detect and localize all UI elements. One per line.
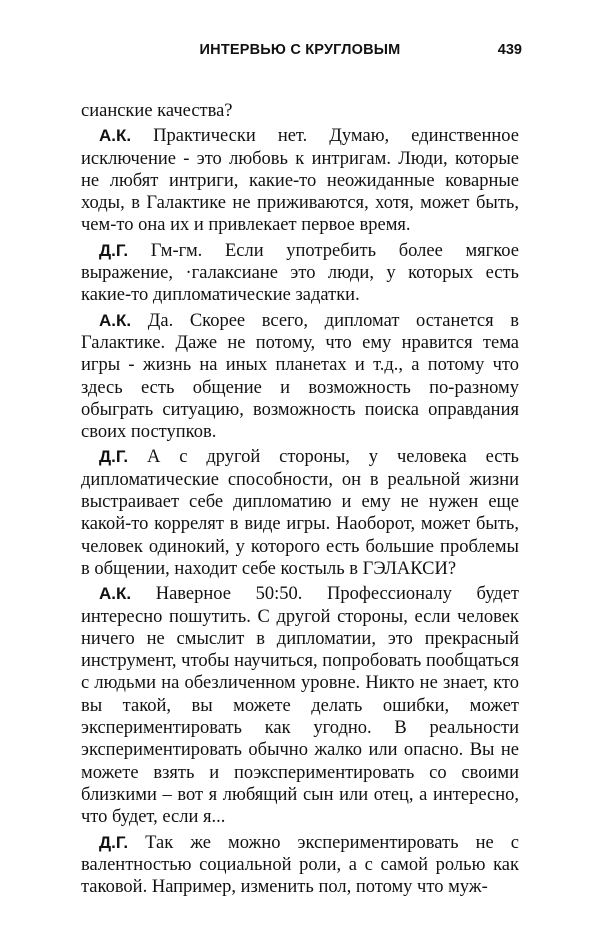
paragraph: [81, 240, 519, 307]
speaker-label: Д.Г.: [99, 832, 129, 852]
paragraph-text: Наверное 50:50. Профессионалу будет интересно пошутить. С другой стороны, если человек ничего не смыслит в дипломатии, это прекрасный инструмент, чтобы научиться, попробовать пообщаться с людьми на обезличенном уровне. Никто не знает, кто вы такой, вы можете делать ошибки, может экспериментировать как угодно. В реальности экспериментировать обычно жалко или опасно. Вы не можете взять и поэкспериментировать со своими близкими – вот я любящий сын или отец, а интересно, что будет, если я...: [81, 584, 519, 828]
paragraph: [81, 125, 519, 236]
paragraph-text: А с другой стороны, у человека есть дипломатические способности, он в реальной жизни выстраивает себе дипломатию и ему не нужен еще какой-то коррелят в виде игры. Наоборот, может быть, человек одинокий, у которого есть большие проблемы в общении, находит себе костыль в ГЭЛАКСИ?: [81, 447, 519, 579]
speaker-label: Д.Г.: [99, 447, 129, 467]
speaker-label: А.К.: [99, 310, 132, 330]
page-header: [0, 42, 600, 66]
paragraph-text: Гм-гм. Если употребить более мягкое выражение, ·галаксиане это люди, у которых есть какие-то дипломатические задатки.: [81, 240, 519, 306]
speaker-label: А.К.: [99, 126, 132, 146]
paragraph-text: Практически нет. Думаю, единственное исключение - это любовь к интригам. Люди, которые не любят интриги, какие-то неожиданные коварные ходы, в Галактике не приживаются, хотя, может быть, чем-то она их и привлекает первое время.: [81, 126, 519, 236]
paragraph: [81, 446, 519, 580]
page-number: 439: [497, 42, 522, 58]
paragraph: [81, 100, 519, 122]
paragraph: [81, 832, 519, 899]
running-head: ИНТЕРВЬЮ С КРУГЛОВЫМ: [199, 42, 401, 58]
paragraph-text: Да. Скорее всего, дипломат останется в Галактике. Даже не потому, что ему нравится тема игры - жизнь на иных планетах и т.д., а потому что здесь есть общение и возможность по-разному обыграть ситуацию, возможность поиска оправдания своих поступков.: [81, 310, 519, 443]
paragraph: [81, 583, 519, 828]
body-text: [81, 100, 519, 901]
paragraph: [81, 310, 519, 444]
paragraph-text: сианские качества?: [81, 101, 233, 121]
speaker-label: Д.Г.: [99, 240, 129, 260]
paragraph-text: Так же можно экспериментировать не с валентностью социальной роли, а с самой ролью как таковой. Например, изменить пол, потому что муж-: [81, 832, 519, 898]
speaker-label: А.К.: [99, 584, 132, 604]
